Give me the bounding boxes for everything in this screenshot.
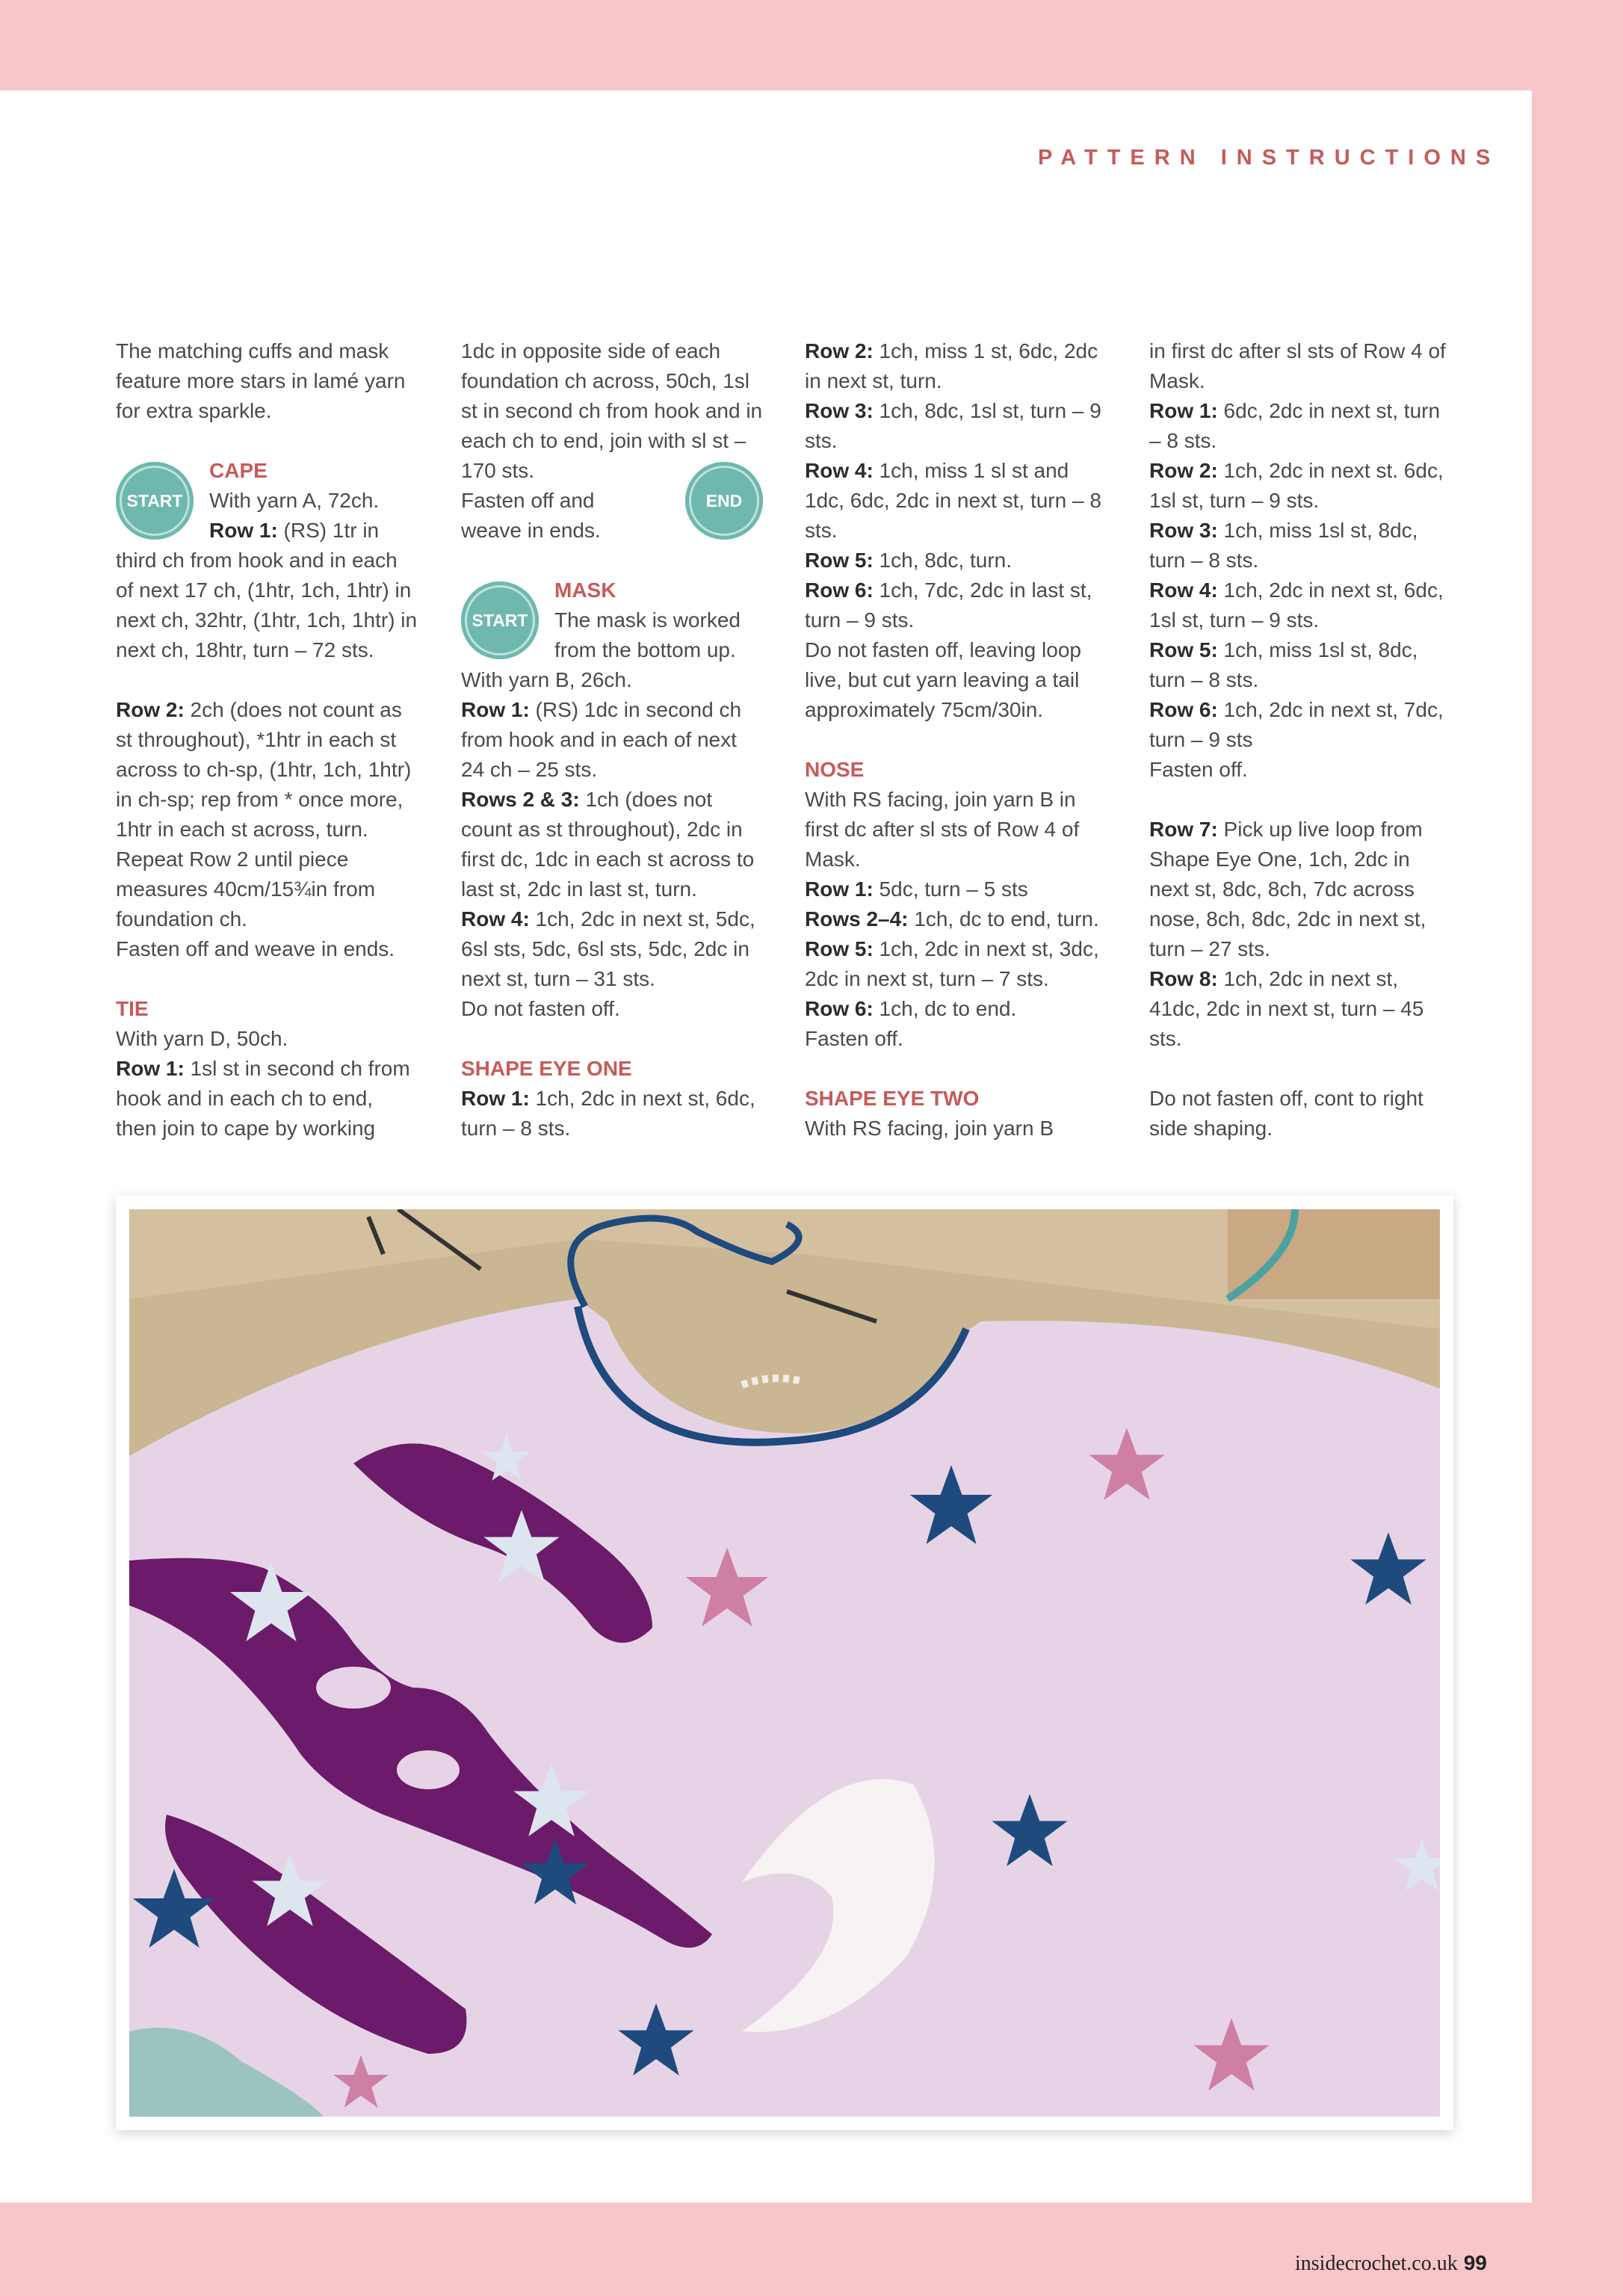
- mask-intro-line: The mask is worked: [554, 608, 741, 632]
- row-text: Pick up live loop from Shape Eye One, 1ch, 2dc in next st, 8dc, 8ch, 7dc across nose, 8ch, 8dc, 2dc in next st, turn – 27 sts.: [1149, 818, 1426, 960]
- row-text: 1ch, 8dc, 1sl st, turn – 9 sts.: [805, 399, 1101, 452]
- row-text: 5dc, turn – 5 sts: [873, 877, 1028, 901]
- row-text: third ch from hook and in each of next 17 ch, (1htr, 1ch, 1htr) in next ch, 32htr, (1htr, 1ch, 1htr) in next ch, 18htr, turn – 72 sts.: [116, 549, 418, 661]
- tie-fasten: Fasten off and weave in ends.: [461, 489, 601, 542]
- mask-heading: MASK: [554, 578, 616, 602]
- row-label: Row 1:: [1149, 399, 1218, 422]
- row-text: 1ch, dc to end, turn.: [908, 907, 1099, 931]
- column-4: [1149, 336, 1451, 1144]
- start-badge: START: [116, 462, 194, 540]
- row-label: Row 4:: [461, 907, 530, 931]
- row-label: Row 7:: [1149, 818, 1218, 841]
- mask-yarn: With yarn B, 26ch.: [461, 668, 632, 691]
- row-text: 1ch (does not count as st throughout), 2dc in first dc, 1dc in each st across to last st, 2dc in last st, turn.: [461, 788, 755, 901]
- row-text: 1ch, miss 1sl st, 8dc, turn – 8 sts.: [1149, 638, 1418, 691]
- row-text: 1ch, 7dc, 2dc in last st, turn – 9 sts.: [805, 578, 1092, 632]
- row-label: Row 1:: [209, 519, 278, 542]
- tie-yarn: With yarn D, 50ch.: [116, 1027, 288, 1050]
- row-label: Row 8:: [1149, 967, 1218, 990]
- row-label: Row 3:: [805, 399, 874, 422]
- row-text: 1ch, 2dc in next st, 41dc, 2dc in next st, turn – 45 sts.: [1149, 967, 1424, 1050]
- row-label: Row 1:: [116, 1057, 185, 1080]
- row-text: 1ch, 2dc in next st, 3dc, 2dc in next st, turn – 7 sts.: [805, 937, 1099, 990]
- mask-nofasten: Do not fasten off.: [461, 997, 620, 1020]
- cape-yarn: With yarn A, 72ch.: [209, 489, 380, 512]
- loop-note: Do not fasten off, leaving loop live, but cut yarn leaving a tail approximately 75cm/30in.: [805, 638, 1081, 721]
- row-label: Row 1:: [461, 698, 530, 721]
- nose-join: With RS facing, join yarn B in first dc after sl sts of Row 4 of Mask.: [805, 788, 1080, 871]
- row-label: Row 5:: [805, 937, 874, 960]
- row-text: 1ch, miss 1sl st, 8dc, turn – 8 sts.: [1149, 519, 1418, 572]
- eye-two-continued: in first dc after sl sts of Row 4 of Mask.: [1149, 339, 1446, 392]
- row-text: 1ch, 2dc in next st, 5dc, 6sl sts, 5dc, 6sl sts, 5dc, 2dc in next st, turn – 31 sts.: [461, 907, 755, 990]
- row-text: 1ch, 8dc, turn.: [873, 549, 1012, 572]
- tie-heading: TIE: [116, 997, 149, 1020]
- row-text: 1sl st in second ch from hook and in each ch to end, then join to cape by working: [116, 1057, 410, 1140]
- end-badge: END: [685, 462, 763, 540]
- row-text: 1ch, miss 1 st, 6dc, 2dc in next st, turn.: [805, 339, 1098, 392]
- row-label: Row 2:: [1149, 459, 1218, 482]
- row-label: Row 3:: [1149, 519, 1218, 542]
- row-text: 1ch, 2dc in next st. 6dc, 1sl st, turn – 9 sts.: [1149, 459, 1444, 512]
- eye-two-join: With RS facing, join yarn B: [805, 1117, 1054, 1140]
- row-label: Row 6:: [1149, 698, 1218, 721]
- eye-two-fasten: Fasten off.: [1149, 758, 1248, 781]
- row-label: Row 2:: [116, 698, 185, 721]
- row-label: Row 4:: [805, 459, 874, 482]
- mask-intro-line: from the bottom up.: [554, 638, 736, 661]
- eye-two-heading: SHAPE EYE TWO: [805, 1087, 980, 1110]
- column-1: [116, 336, 418, 1144]
- row-text: 1ch, dc to end.: [873, 997, 1017, 1020]
- start-badge: START: [461, 581, 539, 659]
- row-text: 2ch (does not count as st throughout), *1htr in each st across to ch-sp, (1htr, 1ch, 1htr) in ch-sp; rep from * once more, 1htr in each st across, turn.: [116, 698, 412, 841]
- row-label: Row 1:: [805, 877, 874, 901]
- product-photo: [129, 1209, 1440, 2117]
- photo-frame: [116, 1196, 1453, 2130]
- column-3: [805, 336, 1107, 1144]
- row-text: 1ch, 2dc in next st, 6dc, turn – 8 sts.: [461, 1087, 755, 1140]
- row-text: 1ch, 2dc in next st, 6dc, 1sl st, turn – 9 sts.: [1149, 578, 1444, 632]
- intro-text: The matching cuffs and mask feature more stars in lamé yarn for extra sparkle.: [116, 339, 406, 422]
- row-label: Row 6:: [805, 997, 874, 1020]
- page-number: 99: [1463, 2251, 1487, 2274]
- row-label: Row 6:: [805, 578, 874, 602]
- row-text: (RS) 1tr in: [277, 519, 380, 542]
- website-link[interactable]: insidecrochet.co.uk: [1295, 2252, 1458, 2275]
- section-label: PATTERN INSTRUCTIONS: [1038, 146, 1500, 170]
- row-text: 6dc, 2dc in next st, turn – 8 sts.: [1149, 399, 1441, 452]
- eye-one-heading: SHAPE EYE ONE: [461, 1057, 632, 1080]
- column-2: [461, 336, 763, 1144]
- row-label: Row 1:: [461, 1087, 530, 1110]
- row-text: 1ch, 2dc in next st, 7dc, turn – 9 sts: [1149, 698, 1444, 751]
- nose-heading: NOSE: [805, 758, 865, 781]
- row-label: Rows 2 & 3:: [461, 788, 580, 811]
- tie-continued: 1dc in opposite side of each foundation ch across, 50ch, 1sl st in second ch from hook and in each ch to end, join with sl st – 170 sts.: [461, 339, 763, 482]
- nose-fasten: Fasten off.: [805, 1027, 903, 1050]
- row-text: (RS) 1dc in second ch from hook and in each of next 24 ch – 25 sts.: [461, 698, 742, 781]
- row-label: Row 5:: [805, 549, 874, 572]
- cape-heading: CAPE: [209, 459, 268, 482]
- cape-repeat: Repeat Row 2 until piece measures 40cm/15¾in from foundation ch.: [116, 848, 376, 931]
- row-label: Rows 2–4:: [805, 907, 909, 931]
- page-footer: [1295, 2251, 1487, 2276]
- cape-fasten: Fasten off and weave in ends.: [116, 937, 395, 960]
- row-label: Row 4:: [1149, 578, 1218, 602]
- final-note: Do not fasten off, cont to right side shaping.: [1149, 1087, 1423, 1140]
- row-label: Row 2:: [805, 339, 874, 362]
- row-text: 1ch, miss 1 sl st and 1dc, 6dc, 2dc in next st, turn – 8 sts.: [805, 459, 1101, 542]
- row-label: Row 5:: [1149, 638, 1218, 661]
